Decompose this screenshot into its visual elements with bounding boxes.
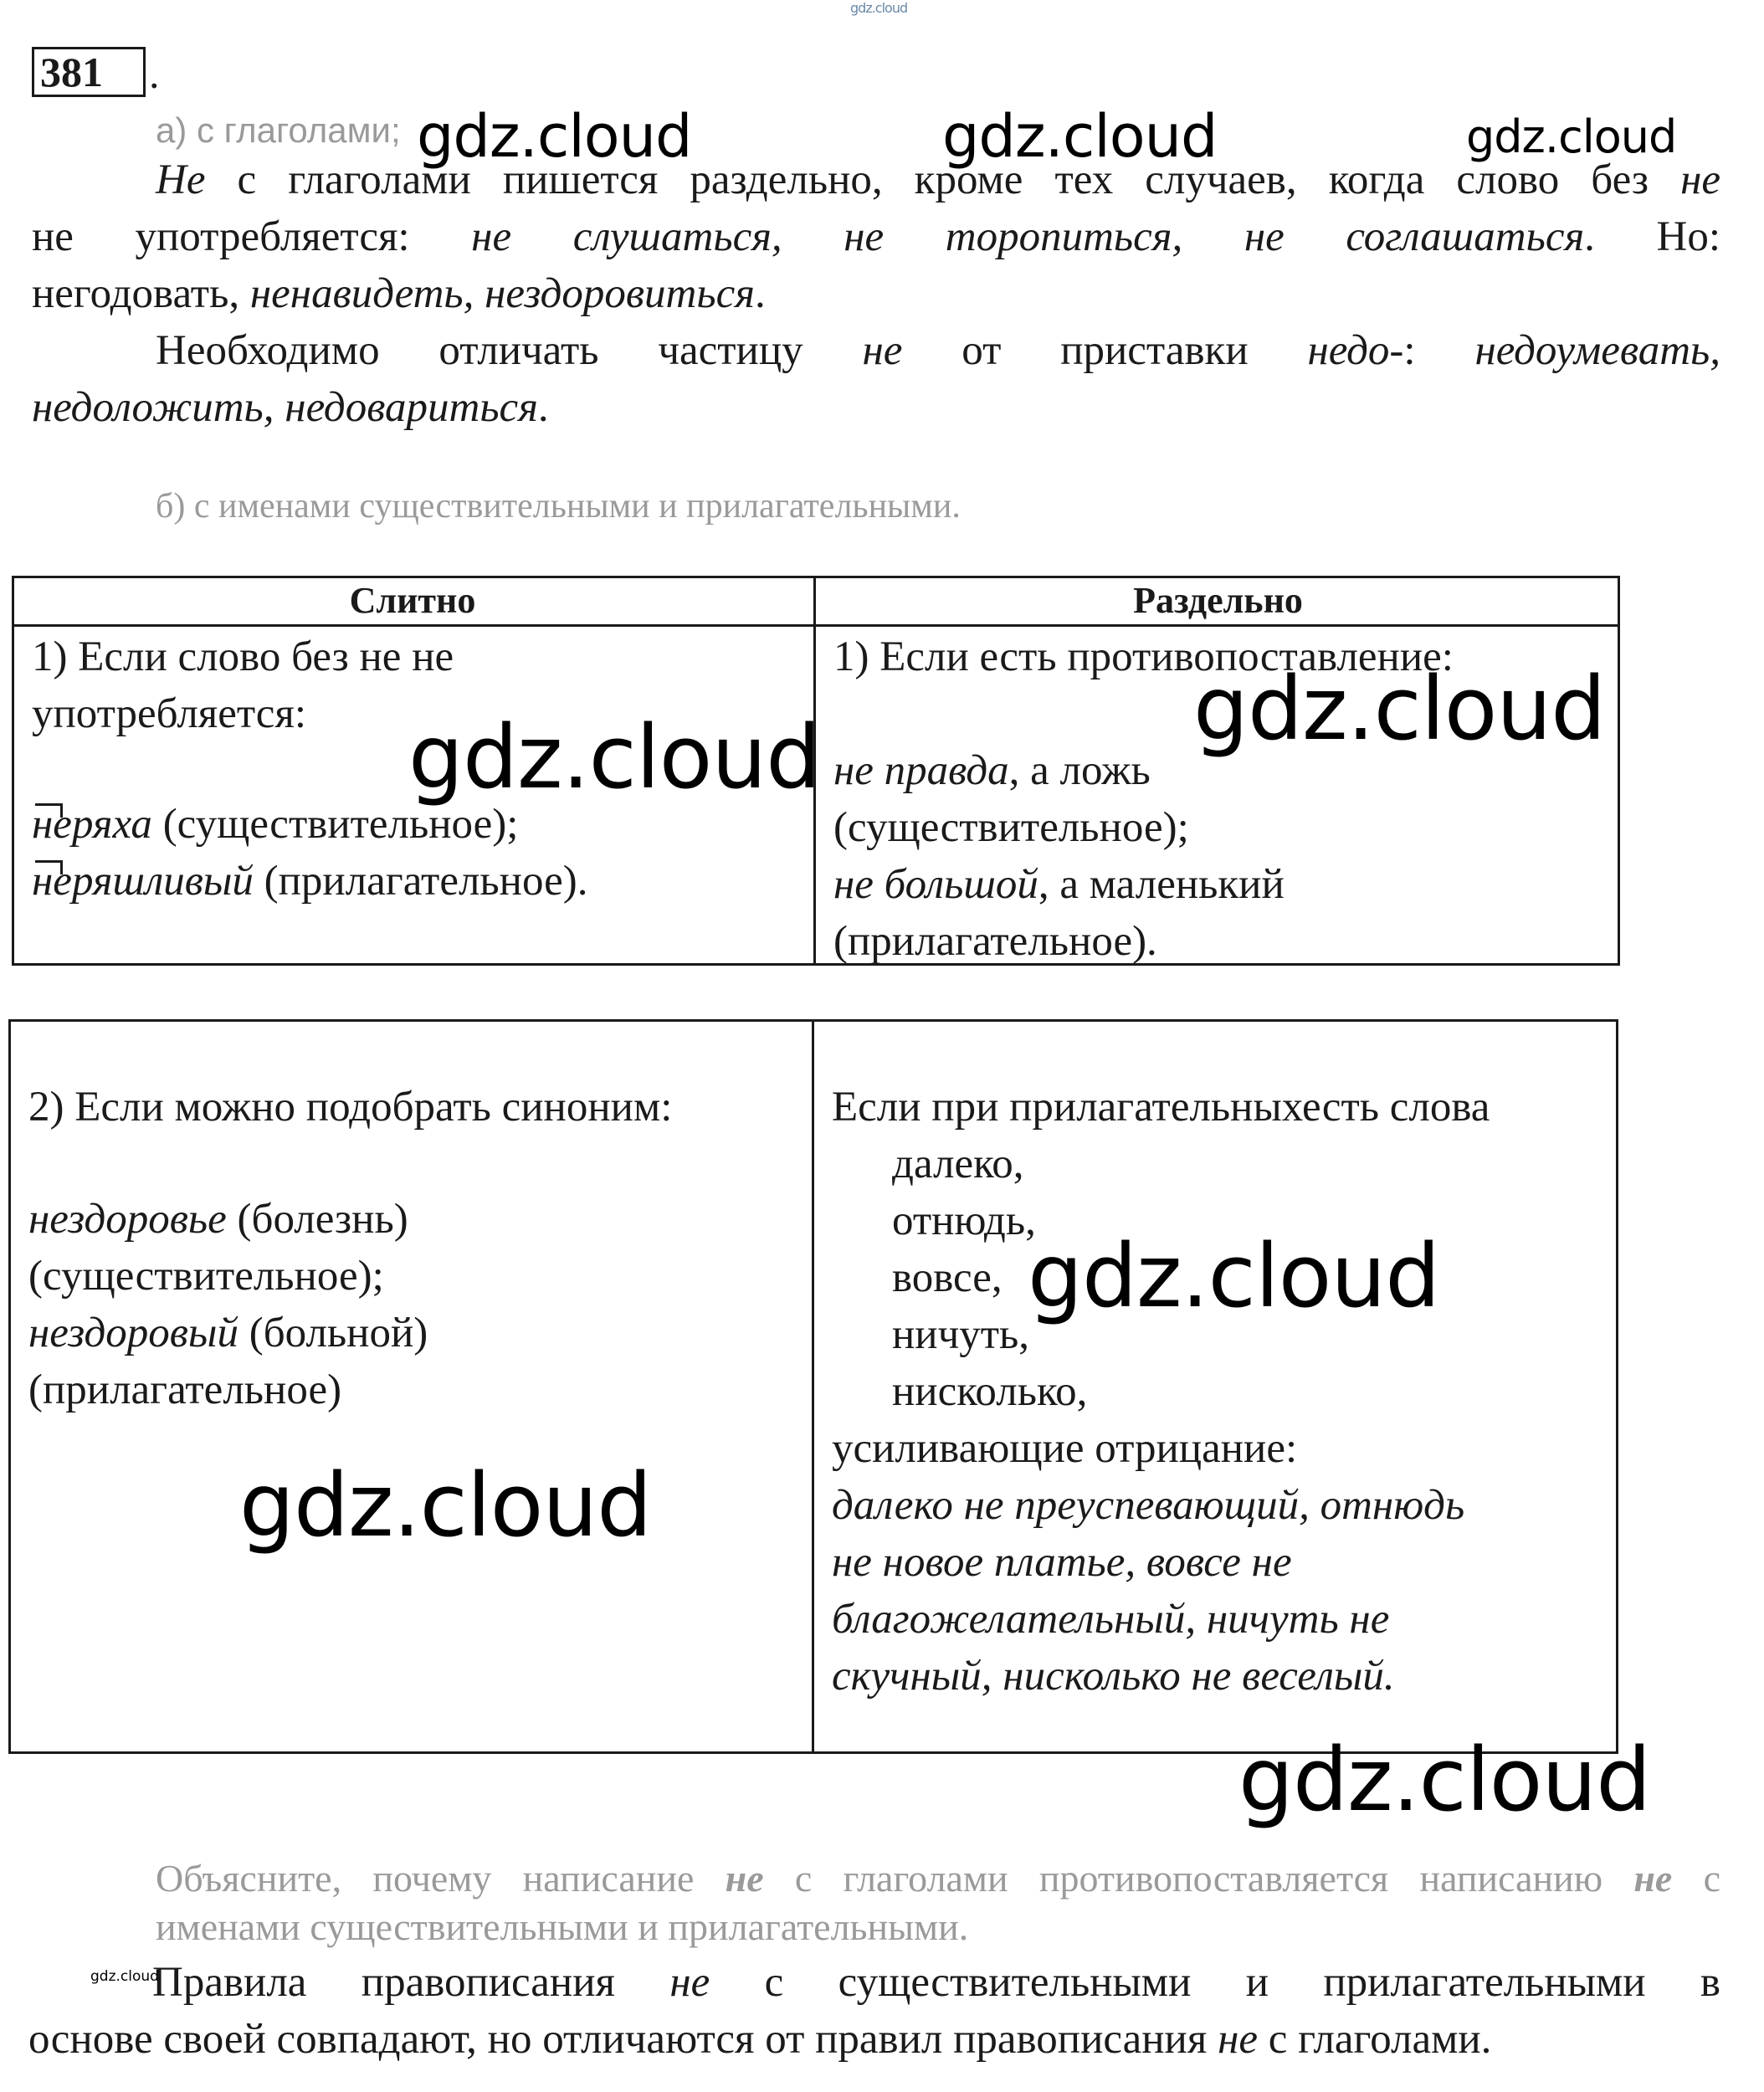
top-watermark: gdz.cloud xyxy=(850,0,908,16)
part-b-label: б) с именами существительными и прилагательными. xyxy=(156,487,961,526)
question-line-2: именами существительными и прилагательными. xyxy=(156,1905,969,1948)
rule-verbs-line-2: не употребляется: не слушаться, не торопиться, не соглашаться. Но: xyxy=(32,213,1721,260)
watermark-3: gdz.cloud xyxy=(1466,110,1677,163)
t2-right-word-4: ничуть, xyxy=(892,1311,1030,1358)
t2-right-word-1: далеко, xyxy=(892,1141,1024,1187)
rule-nedo-line-2: недоложить, недовариться. xyxy=(32,384,549,431)
watermark-4: gdz.cloud xyxy=(408,706,821,808)
t2-left-line-1: 2) Если можно подобрать синоним: xyxy=(28,1084,673,1131)
t2-right-line-11: скучный, нисколько не веселый. xyxy=(832,1653,1395,1700)
t2-right-word-3: вовсе, xyxy=(892,1254,1003,1301)
t2-left-line-5: (прилагательное) xyxy=(28,1366,342,1413)
t2-right-word-2: отнюдь, xyxy=(892,1197,1036,1244)
t2-left-line-3: (существительное); xyxy=(28,1253,384,1300)
t1-right-line-2: не правда, а ложь xyxy=(833,747,1151,794)
rule-nedo-line-1: Необходимо отличать частицу не от приставки недо-: недоумевать, xyxy=(156,327,1721,374)
t2-right-line-1: Если при прилагательныхесть слова xyxy=(832,1084,1490,1131)
t1-left-line-1: 1) Если слово без не не xyxy=(32,633,454,680)
t2-left-line-4: нездоровый (больной) xyxy=(28,1310,428,1356)
t1-right-line-4: не большой, а маленький xyxy=(833,861,1285,908)
t2-right-line-7: усиливающие отрицание: xyxy=(832,1425,1298,1472)
watermark-1: gdz.cloud xyxy=(417,102,692,171)
table-head-separate: Раздельно xyxy=(1133,580,1303,621)
bottom-watermark: gdz.cloud xyxy=(90,1968,159,1985)
exercise-number-box: 381 . xyxy=(32,47,149,97)
rule-verbs-line-3: негодовать, ненавидеть, нездоровиться. xyxy=(32,270,766,317)
t1-left-line-2: употребляется: xyxy=(32,690,307,737)
t1-left-line-3: неряха (существительное); xyxy=(32,797,518,853)
exercise-number: 381 xyxy=(40,49,103,95)
watermark-6: gdz.cloud xyxy=(1028,1225,1440,1327)
t2-right-line-8: далеко не преуспевающий, отнюдь xyxy=(832,1482,1465,1529)
t1-right-line-3: (существительное); xyxy=(833,804,1189,851)
answer-line-1: Правила правописания не с существительными и прилагательными в xyxy=(152,1959,1720,2006)
t1-right-line-5: (прилагательное). xyxy=(833,918,1157,965)
rule-verbs-line-1: Не с глаголами пишется раздельно, кроме тех случаев, когда слово без не xyxy=(156,156,1720,203)
t1-right-line-1: 1) Если есть противопоставление: xyxy=(833,633,1454,680)
t2-right-line-9: не новое платье, вовсе не xyxy=(832,1539,1292,1586)
answer-line-2: основе своей совпадают, но отличаются от правил правописания не с глаголами. xyxy=(28,2016,1492,2063)
watermark-2: gdz.cloud xyxy=(942,102,1218,171)
part-a-label: а) с глаголами; xyxy=(156,110,401,150)
question-line-1: Объясните, почему написание не с глаголами противопоставляется написанию не с xyxy=(156,1857,1720,1900)
table-head-together: Слитно xyxy=(349,580,476,621)
t2-right-line-10: благожелательный, ничуть не xyxy=(832,1596,1390,1643)
watermark-5: gdz.cloud xyxy=(1193,658,1606,760)
t2-right-word-5: нисколько, xyxy=(892,1368,1088,1415)
watermark-7: gdz.cloud xyxy=(239,1454,652,1556)
t1-left-line-4: неряшливый (прилагательное). xyxy=(32,854,587,910)
watermark-8: gdz.cloud xyxy=(1238,1729,1651,1831)
t2-left-line-2: нездоровье (болезнь) xyxy=(28,1196,408,1243)
